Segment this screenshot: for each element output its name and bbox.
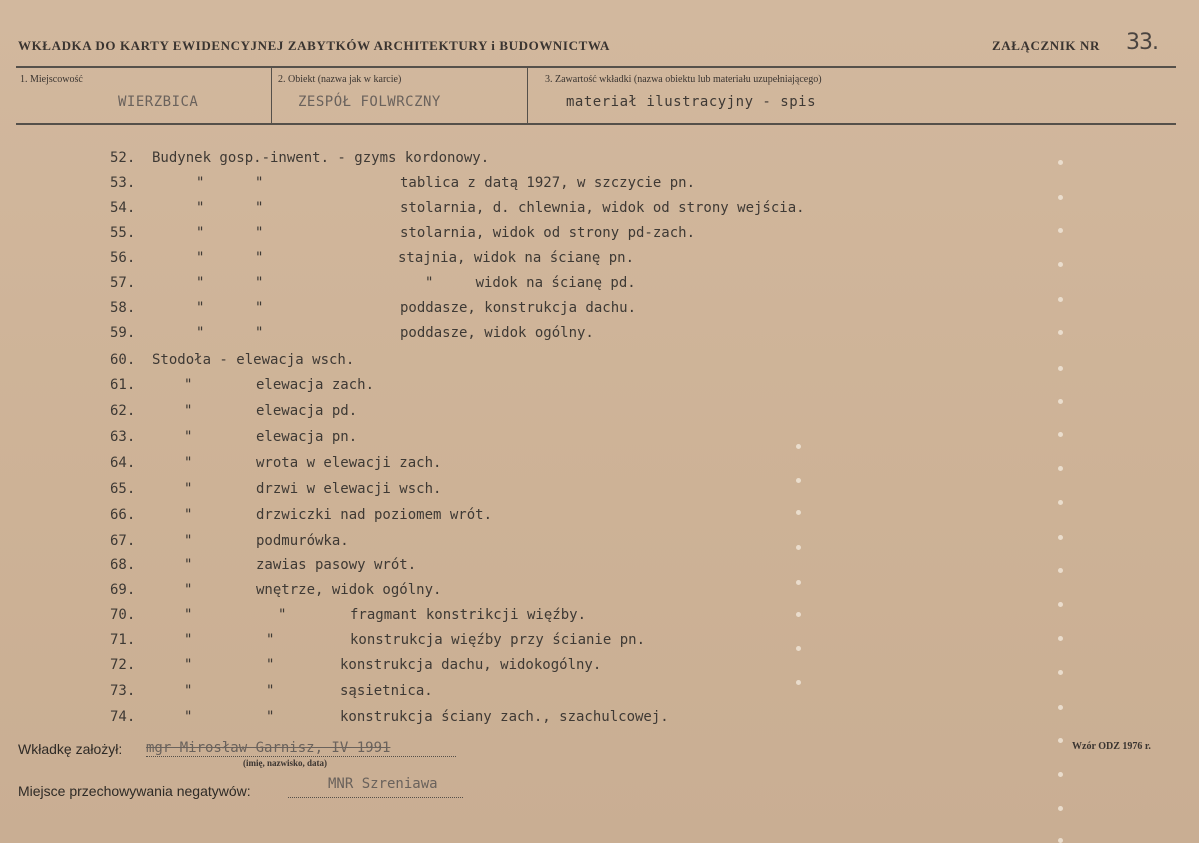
entry-ditto: " [184, 557, 193, 573]
entry-text: podmurówka. [256, 533, 349, 549]
entry-text: poddasze, konstrukcja dachu. [400, 300, 637, 316]
entry-number: 60. [110, 352, 136, 368]
card-title: WKŁADKA DO KARTY EWIDENCYJNEJ ZABYTKÓW ARCHITEKTURY i BUDOWNICTWA [18, 38, 610, 53]
inserted-by-caption: (imię, nazwisko, data) [243, 758, 327, 768]
entry-number: 64. [110, 455, 136, 471]
inserted-by-value: mgr Mirosław Garnisz, IV 1991 [146, 740, 391, 756]
entry-number: 66. [110, 507, 136, 523]
entry-text: fragmant konstrikcji więźby. [350, 607, 587, 623]
entry-ditto: " [184, 657, 193, 673]
contents-label: 3. Zawartość wkładki (nazwa obiektu lub materiału uzupełniającego) [545, 74, 822, 85]
entry-ditto: " [184, 683, 193, 699]
entry-text: " widok na ścianę pd. [425, 275, 636, 291]
entry-number: 58. [110, 300, 136, 316]
inserted-by-underline [146, 756, 456, 757]
entry-number: 59. [110, 325, 136, 341]
entry-ditto: " " [196, 175, 264, 191]
entry-text: sąsietnica. [340, 683, 433, 699]
header-rule-bottom [16, 123, 1176, 125]
entry-text: stolarnia, d. chlewnia, widok od strony wejścia. [400, 200, 805, 216]
form-code: Wzór ODZ 1976 r. [1072, 741, 1151, 752]
entry-text: stajnia, widok na ścianę pn. [398, 250, 635, 266]
entry-number: 73. [110, 683, 136, 699]
entry-ditto: " " [196, 200, 264, 216]
entry-number: 53. [110, 175, 136, 191]
entry-number: 54. [110, 200, 136, 216]
entry-ditto-2: " [266, 657, 275, 673]
entry-ditto: " " [196, 325, 264, 341]
entry-ditto: " " [196, 250, 264, 266]
field-divider-2 [527, 67, 528, 124]
entry-number: 52. [110, 150, 136, 166]
inserted-by-label: Wkładkę założył: [18, 741, 123, 757]
entry-ditto: " [184, 429, 193, 445]
entry-text: stolarnia, widok od strony pd-zach. [400, 225, 696, 241]
annex-number: 33. [1126, 30, 1158, 55]
locality-value: WIERZBICA [118, 94, 199, 110]
entry-ditto: " [184, 607, 193, 623]
entry-text: wnętrze, widok ogólny. [256, 582, 442, 598]
entry-text: elewacja pd. [256, 403, 358, 419]
entry-text: Stodoła - elewacja wsch. [152, 352, 355, 368]
entry-number: 56. [110, 250, 136, 266]
annex-label: ZAŁĄCZNIK NR [992, 38, 1100, 53]
entry-ditto: " [184, 582, 193, 598]
entry-text: elewacja zach. [256, 377, 375, 393]
entry-text: konstrukcja więźby przy ścianie pn. [350, 632, 646, 648]
contents-value: materiał ilustracyjny - spis [566, 94, 817, 110]
entry-ditto: " [184, 507, 193, 523]
entry-text: tablica z datą 1927, w szczycie pn. [400, 175, 696, 191]
storage-label: Miejsce przechowywania negatywów: [18, 783, 251, 799]
entry-text: konstrukcja dachu, widokogólny. [340, 657, 602, 673]
entry-number: 71. [110, 632, 136, 648]
entry-number: 72. [110, 657, 136, 673]
entry-number: 65. [110, 481, 136, 497]
entry-ditto-2: " [266, 683, 275, 699]
entry-ditto: " " [196, 300, 264, 316]
entry-number: 70. [110, 607, 136, 623]
entry-text: drzwi w elewacji wsch. [256, 481, 442, 497]
storage-value: MNR Szreniawa [328, 776, 438, 792]
entry-text: konstrukcja ściany zach., szachulcowej. [340, 709, 669, 725]
entry-number: 67. [110, 533, 136, 549]
entry-text: zawias pasowy wrót. [256, 557, 417, 573]
header-rule-top [16, 66, 1176, 68]
entry-text: Budynek gosp.-inwent. - gzyms kordonowy. [152, 150, 490, 166]
entry-text: elewacja pn. [256, 429, 358, 445]
entry-text: drzwiczki nad poziomem wrót. [256, 507, 493, 523]
entry-number: 55. [110, 225, 136, 241]
entry-number: 63. [110, 429, 136, 445]
entry-ditto: " [184, 377, 193, 393]
entry-text: wrota w elewacji zach. [256, 455, 442, 471]
entry-number: 61. [110, 377, 136, 393]
entry-ditto: " " [196, 275, 264, 291]
entry-ditto: " [184, 403, 193, 419]
entry-ditto-2: " [266, 709, 275, 725]
entry-number: 68. [110, 557, 136, 573]
entry-ditto-2: " [278, 607, 287, 623]
field-divider-1 [271, 67, 272, 124]
entry-number: 69. [110, 582, 136, 598]
locality-label: 1. Miejscowość [20, 74, 83, 85]
entry-ditto: " [184, 709, 193, 725]
entry-ditto: " [184, 481, 193, 497]
entry-ditto: " [184, 632, 193, 648]
entry-number: 62. [110, 403, 136, 419]
object-label: 2. Obiekt (nazwa jak w karcie) [278, 74, 402, 85]
entry-number: 57. [110, 275, 136, 291]
entry-number: 74. [110, 709, 136, 725]
entry-ditto: " [184, 533, 193, 549]
entry-ditto: " [184, 455, 193, 471]
storage-underline [288, 797, 463, 798]
object-value: ZESPÓŁ FOLWRCZNY [298, 94, 441, 110]
entry-ditto-2: " [266, 632, 275, 648]
entry-text: poddasze, widok ogólny. [400, 325, 594, 341]
entry-ditto: " " [196, 225, 264, 241]
